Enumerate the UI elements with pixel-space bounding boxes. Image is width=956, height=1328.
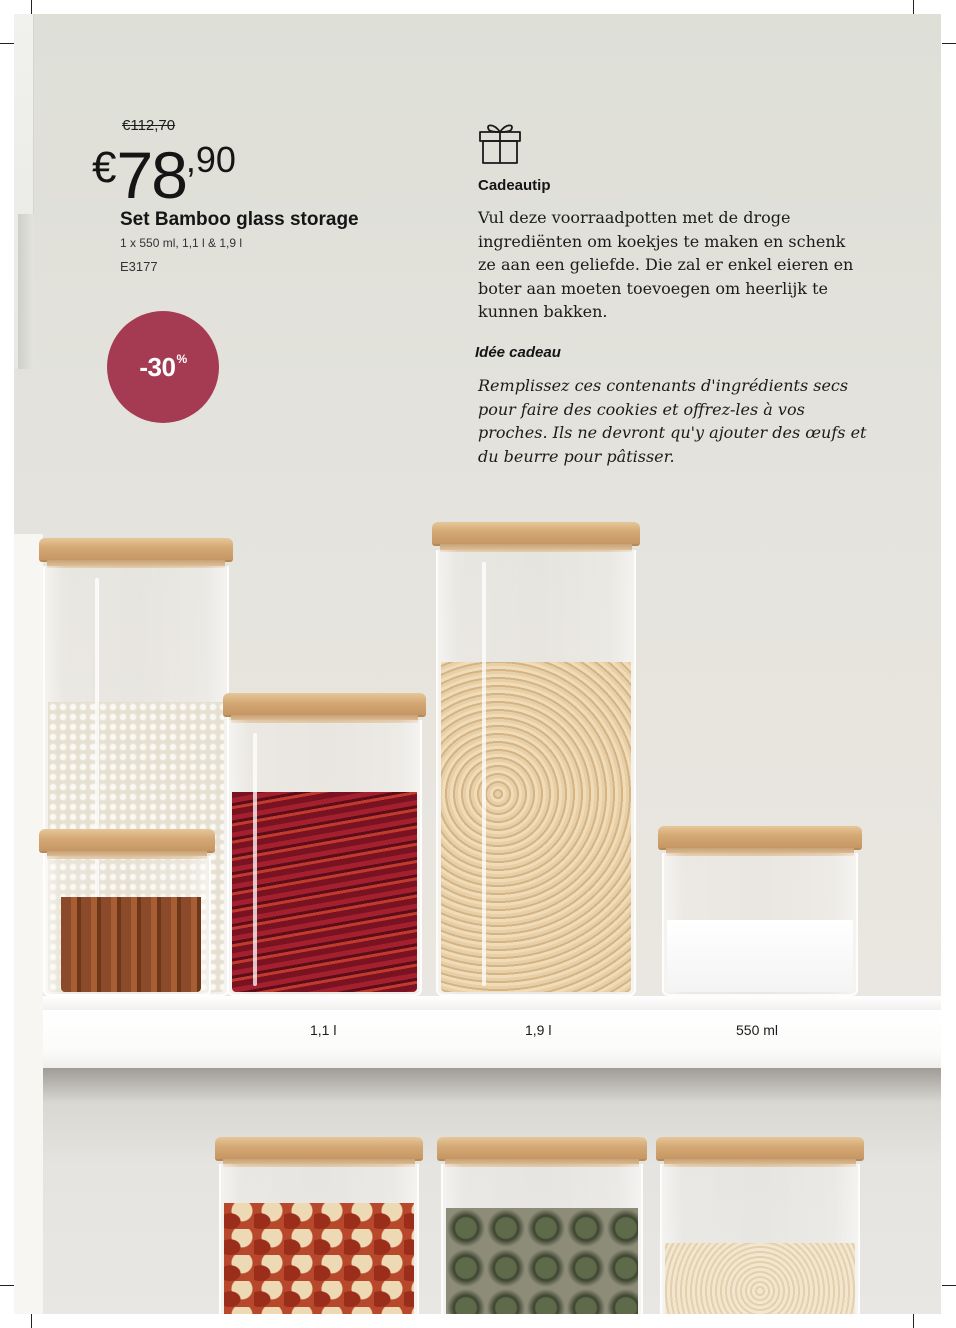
gift-tip-title-fr: Idée cadeau	[475, 344, 561, 361]
product-sizes: 1 x 550 ml, 1,1 l & 1,9 l	[120, 236, 243, 250]
jar-contents	[665, 1243, 855, 1314]
price-currency: €	[92, 143, 117, 192]
bamboo-lid	[432, 522, 640, 544]
bamboo-lid	[437, 1137, 647, 1159]
jar-vermicelli	[660, 1137, 860, 1314]
jar-550ml	[662, 826, 858, 996]
product-name: Set Bamboo glass storage	[120, 209, 359, 230]
discount-value: -30	[139, 351, 176, 382]
gift-tip-title-nl: Cadeautip	[478, 177, 551, 194]
crop-mark	[942, 1285, 956, 1286]
crop-mark	[31, 1314, 32, 1328]
bamboo-lid	[658, 826, 862, 848]
caption-1-1l: 1,1 l	[310, 1022, 337, 1038]
jar-cinnamon	[43, 829, 211, 996]
glass-highlight	[482, 562, 486, 986]
bamboo-lid	[39, 538, 233, 560]
catalog-page	[14, 14, 941, 1314]
price-decimals: ,90	[185, 139, 236, 180]
bamboo-lid	[223, 693, 426, 715]
bamboo-lid	[39, 829, 215, 851]
crop-mark	[0, 1285, 14, 1286]
jar-1-9l	[436, 522, 636, 996]
product-code: E3177	[120, 259, 158, 274]
shelf-top	[43, 996, 941, 1010]
caption-550ml: 550 ml	[736, 1022, 779, 1038]
price-main: 78	[116, 138, 186, 212]
gift-tip-text-fr: Remplissez ces contenants d'ingrédients secs pour faire des cookies et offrez-les à vos proches. Ils ne devront qu'y ajouter des œufs et du beurre pour pâtisser.	[478, 376, 867, 466]
old-price: €112,70	[122, 117, 176, 134]
glass-highlight	[253, 733, 257, 986]
discount-badge	[107, 311, 219, 423]
bamboo-lid	[656, 1137, 864, 1159]
gift-icon	[476, 118, 524, 166]
jar-contents	[446, 1208, 638, 1314]
crop-mark	[942, 43, 956, 44]
wall-edge	[14, 534, 43, 1314]
shelf-front	[43, 1010, 941, 1068]
gift-tip-text-nl: Vul deze voorraadpotten met de droge ingrediënten om koekjes te maken en schenk ze aan een geliefde. Die zal er enkel eieren en boter aan moeten toevoegen om heerlijk te kunnen bakken.	[478, 208, 854, 321]
jar-peanuts	[219, 1137, 419, 1314]
caption-1-9l: 1,9 l	[525, 1022, 552, 1038]
jar-contents	[224, 1203, 414, 1314]
crop-mark	[913, 0, 914, 14]
jar-tea-flowers	[441, 1137, 643, 1314]
crop-mark	[913, 1314, 914, 1328]
jar-contents	[441, 662, 631, 992]
bamboo-lid	[215, 1137, 423, 1159]
crop-mark	[31, 0, 32, 14]
jar-1-1l	[227, 693, 422, 996]
discount-symbol: %	[176, 352, 187, 366]
crop-mark	[0, 43, 14, 44]
jar-contents	[667, 920, 853, 992]
jar-contents	[232, 792, 417, 992]
jar-contents	[61, 897, 201, 992]
page-edge-strip	[14, 14, 34, 369]
current-price	[92, 137, 236, 213]
